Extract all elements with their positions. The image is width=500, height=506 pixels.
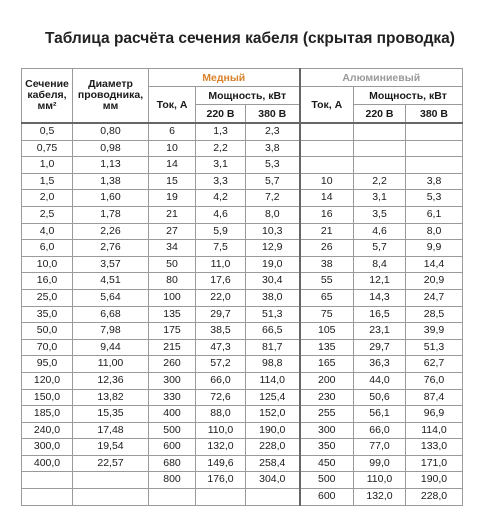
aluminum-current-cell: 300 (300, 422, 354, 439)
aluminum-380-cell: 3,8 (406, 173, 463, 190)
copper-current-cell: 175 (149, 323, 196, 340)
section-cell: 1,5 (22, 173, 73, 190)
copper-current-cell: 10 (149, 140, 196, 157)
table-row (22, 173, 463, 190)
section-cell: 25,0 (22, 289, 73, 306)
diameter-cell: 0,80 (73, 123, 149, 140)
copper-220-cell: 22,0 (196, 289, 246, 306)
copper-current-cell: 260 (149, 356, 196, 373)
aluminum-current-cell: 600 (300, 489, 354, 506)
section-cell: 185,0 (22, 406, 73, 423)
aluminum-220-cell: 66,0 (354, 422, 406, 439)
aluminum-380-cell: 190,0 (406, 472, 463, 489)
section-cell: 2,5 (22, 206, 73, 223)
section-header (22, 69, 73, 124)
aluminum-current-cell: 165 (300, 356, 354, 373)
copper-current-cell: 34 (149, 240, 196, 257)
copper-current-header: Ток, А (149, 87, 196, 124)
section-cell: 10,0 (22, 256, 73, 273)
diameter-cell: 6,68 (73, 306, 149, 323)
table-row (22, 323, 463, 340)
table-row (22, 306, 463, 323)
table-row (22, 190, 463, 207)
copper-220-cell: 132,0 (196, 439, 246, 456)
copper-current-cell: 400 (149, 406, 196, 423)
table-row (22, 439, 463, 456)
diameter-cell: 1,60 (73, 190, 149, 207)
copper-380-cell: 114,0 (246, 372, 300, 389)
copper-current-cell: 215 (149, 339, 196, 356)
copper-current-cell: 27 (149, 223, 196, 240)
aluminum-220-cell (354, 157, 406, 174)
table-row (22, 389, 463, 406)
copper-header: Медный (149, 69, 300, 87)
copper-380-cell: 12,9 (246, 240, 300, 257)
table-row (22, 206, 463, 223)
section-cell: 150,0 (22, 389, 73, 406)
copper-220-cell: 110,0 (196, 422, 246, 439)
copper-220-cell: 88,0 (196, 406, 246, 423)
copper-380-cell: 81,7 (246, 339, 300, 356)
table-row (22, 157, 463, 174)
copper-380-cell: 228,0 (246, 439, 300, 456)
aluminum-current-cell: 55 (300, 273, 354, 290)
diameter-cell: 2,26 (73, 223, 149, 240)
copper-220-cell: 149,6 (196, 455, 246, 472)
copper-current-cell: 135 (149, 306, 196, 323)
diameter-cell (73, 472, 149, 489)
aluminum-380-cell: 114,0 (406, 422, 463, 439)
table-row (22, 289, 463, 306)
copper-current-cell: 800 (149, 472, 196, 489)
cable-section-table (21, 68, 463, 506)
aluminum-220-cell: 77,0 (354, 439, 406, 456)
aluminum-380-cell (406, 157, 463, 174)
copper-220-cell: 66,0 (196, 372, 246, 389)
copper-380-cell: 304,0 (246, 472, 300, 489)
section-cell: 6,0 (22, 240, 73, 257)
table-row (22, 455, 463, 472)
aluminum-current-cell: 105 (300, 323, 354, 340)
section-header-line1: Сечение (25, 78, 69, 90)
table-row (22, 489, 463, 506)
aluminum-220-cell: 3,5 (354, 206, 406, 223)
aluminum-380-cell: 171,0 (406, 455, 463, 472)
copper-current-cell: 680 (149, 455, 196, 472)
aluminum-380-cell: 28,5 (406, 306, 463, 323)
copper-380-cell: 7,2 (246, 190, 300, 207)
aluminum-current-cell (300, 157, 354, 174)
aluminum-current-cell: 38 (300, 256, 354, 273)
copper-380-cell: 30,4 (246, 273, 300, 290)
aluminum-220-cell: 23,1 (354, 323, 406, 340)
copper-380-cell: 51,3 (246, 306, 300, 323)
aluminum-power-header: Мощность, кВт (354, 87, 463, 105)
table-row (22, 472, 463, 489)
aluminum-220-cell: 44,0 (354, 372, 406, 389)
copper-220-cell: 3,3 (196, 173, 246, 190)
diameter-header (73, 69, 149, 124)
copper-380-cell: 10,3 (246, 223, 300, 240)
copper-220-cell: 72,6 (196, 389, 246, 406)
aluminum-380-cell: 24,7 (406, 289, 463, 306)
page-title: Таблица расчёта сечения кабеля (скрытая проводка) (45, 30, 455, 47)
table-row (22, 372, 463, 389)
aluminum-380-cell (406, 140, 463, 157)
header-row-1 (22, 69, 463, 87)
table-row (22, 422, 463, 439)
copper-380-cell: 8,0 (246, 206, 300, 223)
table-body (22, 123, 463, 505)
aluminum-current-cell: 450 (300, 455, 354, 472)
aluminum-380-cell (406, 123, 463, 140)
copper-380-cell: 5,7 (246, 173, 300, 190)
section-cell: 1,0 (22, 157, 73, 174)
copper-current-cell: 19 (149, 190, 196, 207)
copper-current-cell: 21 (149, 206, 196, 223)
aluminum-current-cell (300, 140, 354, 157)
aluminum-current-cell: 350 (300, 439, 354, 456)
copper-380-cell: 2,3 (246, 123, 300, 140)
diameter-cell: 0,98 (73, 140, 149, 157)
table-row (22, 273, 463, 290)
diameter-cell: 15,35 (73, 406, 149, 423)
copper-380-cell: 38,0 (246, 289, 300, 306)
diameter-cell: 17,48 (73, 422, 149, 439)
section-cell: 35,0 (22, 306, 73, 323)
aluminum-380-cell: 62,7 (406, 356, 463, 373)
aluminum-current-cell: 16 (300, 206, 354, 223)
copper-current-cell: 6 (149, 123, 196, 140)
aluminum-220-cell: 16,5 (354, 306, 406, 323)
diameter-cell: 19,54 (73, 439, 149, 456)
aluminum-380-cell: 133,0 (406, 439, 463, 456)
copper-current-cell: 14 (149, 157, 196, 174)
copper-current-cell: 100 (149, 289, 196, 306)
aluminum-220-cell: 36,3 (354, 356, 406, 373)
aluminum-current-header: Ток, А (300, 87, 354, 124)
aluminum-current-cell: 230 (300, 389, 354, 406)
table-row (22, 406, 463, 423)
table-row (22, 356, 463, 373)
aluminum-380-cell: 20,9 (406, 273, 463, 290)
copper-380-cell: 152,0 (246, 406, 300, 423)
section-cell: 0,5 (22, 123, 73, 140)
diameter-cell: 7,98 (73, 323, 149, 340)
copper-current-cell (149, 489, 196, 506)
section-cell: 4,0 (22, 223, 73, 240)
aluminum-current-cell: 500 (300, 472, 354, 489)
aluminum-220-cell: 50,6 (354, 389, 406, 406)
diameter-cell: 13,82 (73, 389, 149, 406)
aluminum-220-cell: 8,4 (354, 256, 406, 273)
section-cell: 120,0 (22, 372, 73, 389)
copper-220-cell: 38,5 (196, 323, 246, 340)
aluminum-current-cell: 21 (300, 223, 354, 240)
copper-power-header: Мощность, кВт (196, 87, 300, 105)
copper-220-cell (196, 489, 246, 506)
aluminum-220-cell: 132,0 (354, 489, 406, 506)
section-cell: 16,0 (22, 273, 73, 290)
copper-220-cell: 7,5 (196, 240, 246, 257)
aluminum-220-cell: 3,1 (354, 190, 406, 207)
copper-380-cell: 5,3 (246, 157, 300, 174)
aluminum-220-cell: 12,1 (354, 273, 406, 290)
section-cell: 0,75 (22, 140, 73, 157)
copper-current-cell: 330 (149, 389, 196, 406)
aluminum-current-cell: 10 (300, 173, 354, 190)
copper-220-cell: 17,6 (196, 273, 246, 290)
aluminum-380-cell: 96,9 (406, 406, 463, 423)
section-cell: 70,0 (22, 339, 73, 356)
copper-current-cell: 80 (149, 273, 196, 290)
aluminum-380-cell: 51,3 (406, 339, 463, 356)
aluminum-220-cell: 29,7 (354, 339, 406, 356)
section-cell: 50,0 (22, 323, 73, 340)
aluminum-220-cell (354, 140, 406, 157)
aluminum-380-cell: 76,0 (406, 372, 463, 389)
copper-current-cell: 50 (149, 256, 196, 273)
section-cell (22, 489, 73, 506)
copper-220-cell: 57,2 (196, 356, 246, 373)
copper-220-cell: 1,3 (196, 123, 246, 140)
diameter-cell: 9,44 (73, 339, 149, 356)
table-row (22, 339, 463, 356)
aluminum-220-cell: 2,2 (354, 173, 406, 190)
section-header-line2: кабеля, (27, 89, 67, 101)
aluminum-220-cell: 4,6 (354, 223, 406, 240)
aluminum-220-cell: 56,1 (354, 406, 406, 423)
diameter-cell: 1,38 (73, 173, 149, 190)
aluminum-380-cell: 228,0 (406, 489, 463, 506)
copper-current-cell: 600 (149, 439, 196, 456)
diameter-cell: 3,57 (73, 256, 149, 273)
aluminum-220-cell: 99,0 (354, 455, 406, 472)
diameter-cell: 4,51 (73, 273, 149, 290)
aluminum-220-header: 220 В (354, 105, 406, 124)
aluminum-220-cell: 14,3 (354, 289, 406, 306)
aluminum-current-cell: 75 (300, 306, 354, 323)
aluminum-current-cell: 200 (300, 372, 354, 389)
aluminum-current-cell: 26 (300, 240, 354, 257)
copper-380-cell (246, 489, 300, 506)
copper-380-cell: 66,5 (246, 323, 300, 340)
copper-220-cell: 11,0 (196, 256, 246, 273)
copper-220-cell: 4,6 (196, 206, 246, 223)
aluminum-380-cell: 8,0 (406, 223, 463, 240)
aluminum-220-cell (354, 123, 406, 140)
diameter-header-line1: Диаметр (88, 78, 133, 90)
diameter-cell (73, 489, 149, 506)
diameter-cell: 1,78 (73, 206, 149, 223)
aluminum-380-cell: 9,9 (406, 240, 463, 257)
copper-380-header: 380 В (246, 105, 300, 124)
aluminum-380-cell: 14,4 (406, 256, 463, 273)
copper-220-cell: 2,2 (196, 140, 246, 157)
diameter-header-line2: проводника, (77, 89, 144, 101)
diameter-cell: 11,00 (73, 356, 149, 373)
aluminum-current-cell: 65 (300, 289, 354, 306)
copper-380-cell: 258,4 (246, 455, 300, 472)
copper-220-cell: 47,3 (196, 339, 246, 356)
copper-current-cell: 500 (149, 422, 196, 439)
copper-current-cell: 15 (149, 173, 196, 190)
aluminum-220-cell: 5,7 (354, 240, 406, 257)
aluminum-380-cell: 5,3 (406, 190, 463, 207)
copper-220-header: 220 В (196, 105, 246, 124)
table-row (22, 123, 463, 140)
section-cell: 400,0 (22, 455, 73, 472)
copper-220-cell: 176,0 (196, 472, 246, 489)
diameter-header-line3: мм (102, 100, 119, 112)
section-cell: 2,0 (22, 190, 73, 207)
aluminum-220-cell: 110,0 (354, 472, 406, 489)
aluminum-380-cell: 39,9 (406, 323, 463, 340)
copper-380-cell: 98,8 (246, 356, 300, 373)
aluminum-current-cell: 135 (300, 339, 354, 356)
diameter-cell: 22,57 (73, 455, 149, 472)
copper-380-cell: 19,0 (246, 256, 300, 273)
aluminum-header: Алюминиевый (300, 69, 463, 87)
aluminum-380-cell: 87,4 (406, 389, 463, 406)
diameter-cell: 2,76 (73, 240, 149, 257)
copper-220-cell: 4,2 (196, 190, 246, 207)
table-row (22, 223, 463, 240)
copper-380-cell: 3,8 (246, 140, 300, 157)
copper-220-cell: 3,1 (196, 157, 246, 174)
section-cell: 240,0 (22, 422, 73, 439)
aluminum-380-cell: 6,1 (406, 206, 463, 223)
copper-380-cell: 125,4 (246, 389, 300, 406)
diameter-cell: 5,64 (73, 289, 149, 306)
aluminum-current-cell: 255 (300, 406, 354, 423)
copper-220-cell: 29,7 (196, 306, 246, 323)
aluminum-current-cell: 14 (300, 190, 354, 207)
table-row (22, 140, 463, 157)
section-cell: 95,0 (22, 356, 73, 373)
diameter-cell: 12,36 (73, 372, 149, 389)
table-row (22, 240, 463, 257)
section-header-line3: мм² (37, 100, 57, 112)
table-row (22, 256, 463, 273)
copper-220-cell: 5,9 (196, 223, 246, 240)
copper-380-cell: 190,0 (246, 422, 300, 439)
section-cell: 300,0 (22, 439, 73, 456)
diameter-cell: 1,13 (73, 157, 149, 174)
section-cell (22, 472, 73, 489)
aluminum-current-cell (300, 123, 354, 140)
aluminum-380-header: 380 В (406, 105, 463, 124)
copper-current-cell: 300 (149, 372, 196, 389)
